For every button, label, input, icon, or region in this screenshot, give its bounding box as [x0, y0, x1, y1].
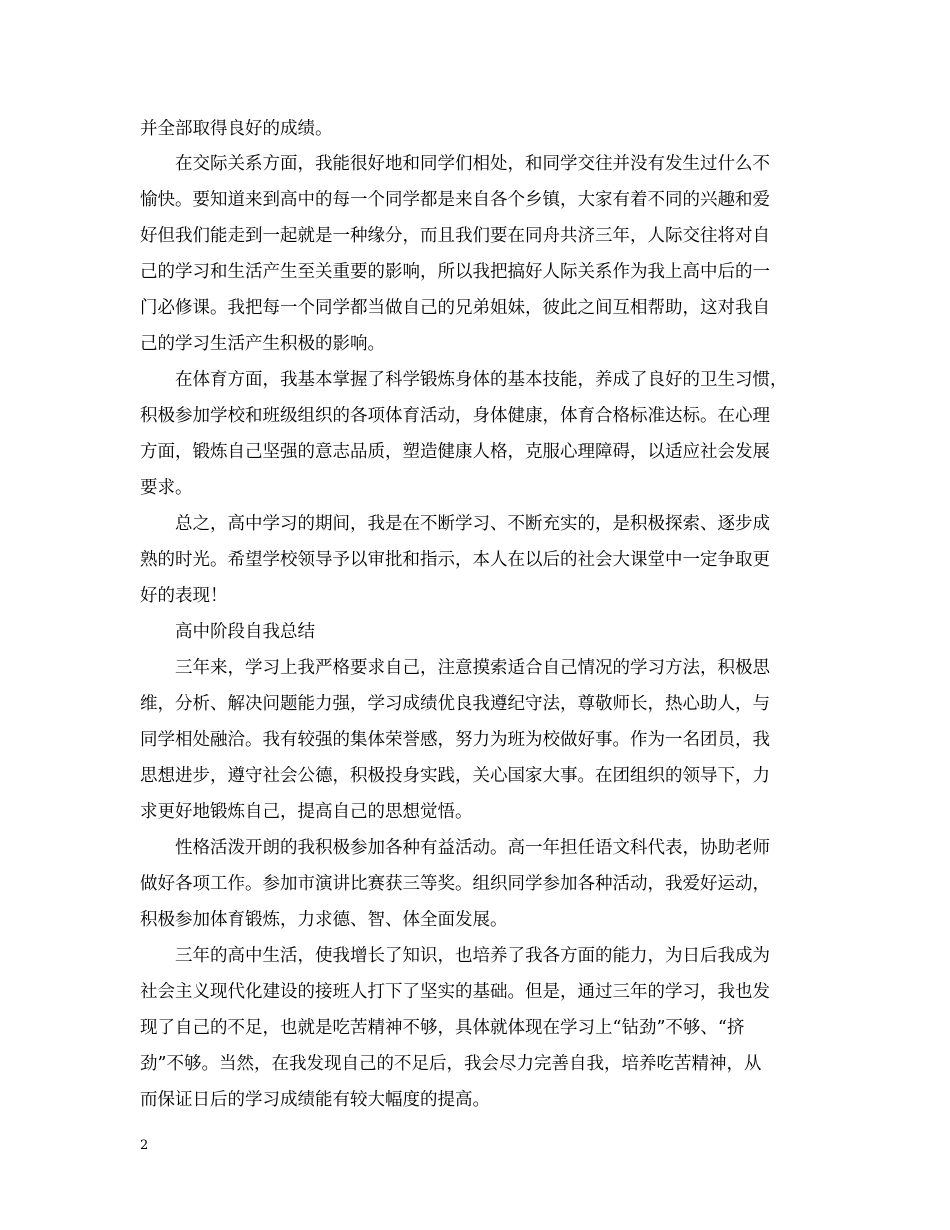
paragraph-start-line: 性格活泼开朗的我积极参加各种有益活动。高一年担任语文科代表，协助老师	[175, 838, 770, 858]
text-line: 方面，锻炼自己坚强的意志品质，塑造健康人格，克服心理障碍，以适应社会发展	[140, 442, 770, 462]
paragraph-start-line: 三年来，学习上我严格要求自己，注意摸索适合自己情况的学习方法，积极思	[175, 658, 770, 678]
text-line: 做好各项工作。参加市演讲比赛获三等奖。组织同学参加各种活动，我爱好运动，	[140, 874, 770, 894]
text-line: 思想进步，遵守社会公德，积极投身实践，关心国家大事。在团组织的领导下，力	[140, 766, 770, 786]
text-line: 愉快。要知道来到高中的每一个同学都是来自各个乡镇，大家有着不同的兴趣和爱	[140, 190, 770, 210]
text-line: 劲”不够。当然，在我发现自己的不足后，我会尽力完善自我，培养吃苦精神，从	[140, 1054, 762, 1074]
paragraph-start-line: 在体育方面，我基本掌握了科学锻炼身体的基本技能，养成了良好的卫生习惯，	[175, 370, 788, 390]
page-number: 2	[140, 1138, 149, 1153]
text-line: 熟的时光。希望学校领导予以审批和指示，本人在以后的社会大课堂中一定争取更	[140, 550, 770, 570]
text-line: 现了自己的不足，也就是吃苦精神不够，具体就体现在学习上“钻劲”不够、“挤	[140, 1018, 745, 1038]
text-line: 好的表现！	[140, 586, 228, 606]
text-line: 门必修课。我把每一个同学都当做自己的兄弟姐妹，彼此之间互相帮助，这对我自	[140, 298, 770, 318]
text-line: 同学相处融洽。我有较强的集体荣誉感，努力为班为校做好事。作为一名团员，我	[140, 730, 770, 750]
text-line: 积极参加学校和班级组织的各项体育活动，身体健康，体育合格标准达标。在心理	[140, 406, 770, 426]
text-line: 社会主义现代化建设的接班人打下了坚实的基础。但是，通过三年的学习，我也发	[140, 982, 770, 1002]
text-line: 维，分析、解决问题能力强，学习成绩优良我遵纪守法，尊敬师长，热心助人，与	[140, 694, 770, 714]
text-line: 好但我们能走到一起就是一种缘分，而且我们要在同舟共济三年，人际交往将对自	[140, 226, 770, 246]
text-line: 而保证日后的学习成绩能有较大幅度的提高。	[140, 1090, 490, 1110]
section-heading: 高中阶段自我总结	[175, 622, 315, 642]
paragraph-start-line: 总之，高中学习的期间，我是在不断学习、不断充实的，是积极探索、逐步成	[175, 514, 770, 534]
text-line: 并全部取得良好的成绩。	[140, 119, 333, 139]
text-line: 积极参加体育锻炼，力求德、智、体全面发展。	[140, 910, 508, 930]
text-line: 己的学习生活产生积极的影响。	[140, 334, 385, 354]
text-line: 求更好地锻炼自己，提高自己的思想觉悟。	[140, 802, 473, 822]
paragraph-start-line: 三年的高中生活，使我增长了知识，也培养了我各方面的能力，为日后我成为	[175, 946, 770, 966]
text-line: 要求。	[140, 478, 193, 498]
text-line: 己的学习和生活产生至关重要的影响，所以我把搞好人际关系作为我上高中后的一	[140, 262, 770, 282]
paragraph-start-line: 在交际关系方面，我能很好地和同学们相处，和同学交往并没有发生过什么不	[175, 154, 770, 174]
